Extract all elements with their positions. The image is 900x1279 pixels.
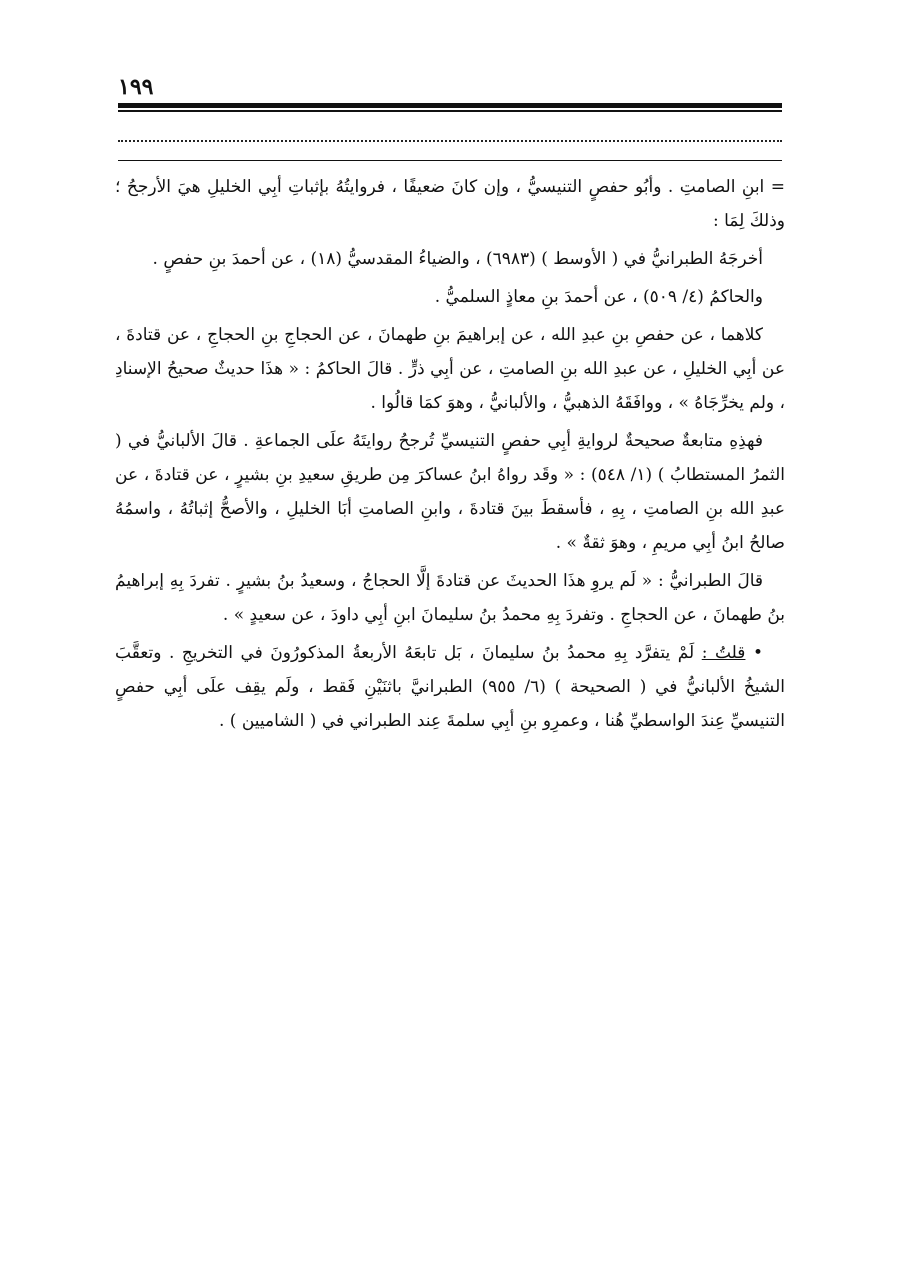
separator-rule — [118, 160, 782, 161]
paragraph-3: والحاكمُ (٤/ ٥٠٩) ، عن أحمدَ بنِ معاذٍ السلميُّ . — [434, 287, 763, 307]
header-rule-thin — [118, 110, 782, 112]
paragraph-4: كلاهما ، عن حفصِ بنِ عبدِ الله ، عن إبراهيمَ بنِ طهمانَ ، عن الحجاجِ بنِ الحجاجِ ، عن قتادةَ ، عن أبِي الخليلِ ، عن عبدِ الله بنِ الصامتِ ، عن أبِي ذرٍّ . قالَ الحاكمُ : « هذَا حديثٌ صحيحُ الإسنادِ ، ولم يخرِّجَاهُ » ، ووافَقَهُ الذهبيُّ ، والألبانيُّ ، وهوَ كمَا قالُوا . — [115, 325, 785, 413]
page-content — [115, 170, 785, 742]
page-number: ١٩٩ — [118, 74, 154, 100]
paragraph-5: فهذِهِ متابعةٌ صحيحةٌ لروايةِ أبِي حفصٍ التنيسيِّ تُرجحُ روايتَهُ علَى الجماعةِ . قالَ الألبانيُّ في ( الثمرُ المستطابُ ) (١/ ٥٤٨) : « وقَد رواهُ ابنُ عساكرَ مِن طريقِ سعيدِ بنِ بشيرٍ ، عن قتادةَ ، عن عبدِ الله بنِ الصامتِ ، بِهِ ، فأسقطَ بينَ قتادةَ ، وابنِ الصامتِ أبَا الخليلِ ، والأصحُّ إثباتُهُ ، واسمُهُ صالحُ ابنُ أبِي مريمِ ، وهوَ ثقةٌ » . — [115, 431, 785, 553]
bullet-mark: • — [752, 643, 763, 663]
paragraph-2: أخرجَهُ الطبرانيُّ في ( الأوسط ) (٦٩٨٣) ، والضياءُ المقدسيُّ (١٨) ، عن أحمدَ بنِ حفصٍ . — [152, 249, 763, 269]
paragraph-6: قالَ الطبرانيُّ : « لَم يروِ هذَا الحديثَ عن قتادةَ إلَّا الحجاجُ ، وسعيدُ بنُ بشيرٍ . تفردَ بِهِ إبراهيمُ بنُ طهمانَ ، عن الحجاجِ . وتفردَ بِهِ محمدُ بنُ سليمانَ ابنِ أبِي داودَ ، عن سعيدٍ » . — [115, 571, 785, 625]
paragraph-7 — [115, 636, 785, 738]
header-rule-thick — [118, 103, 782, 108]
dotted-separator — [118, 140, 782, 142]
paragraph-1: = ابنِ الصامتِ . وأبُو حفصٍ التنيسيُّ ، وإن كانَ ضعيفًا ، فروايتُهُ بإثباتِ أبِي الخليلِ هيَ الأرجحُ ؛ وذلكَ لِمَا : — [115, 177, 785, 231]
note-text: لَمْ يتفرَّد بِهِ محمدُ بنُ سليمانَ ، بَل تابعَهُ الأربعةُ المذكورُونَ في التخريجِ . وتعقَّبَ الشيخُ الألبانيُّ في ( الصحيحة ) (٦/ ٩٥٥) الطبرانيَّ باثنَيْنِ فَقط ، ولَم يقِف علَى أبِي حفصٍ التنيسيِّ عِندَ الواسطيِّ هُنا ، وعمرِو بنِ أبِي سلمةَ عِند الطبراني في ( الشاميين ) . — [115, 643, 785, 731]
note-label: قلتُ : — [701, 643, 746, 663]
